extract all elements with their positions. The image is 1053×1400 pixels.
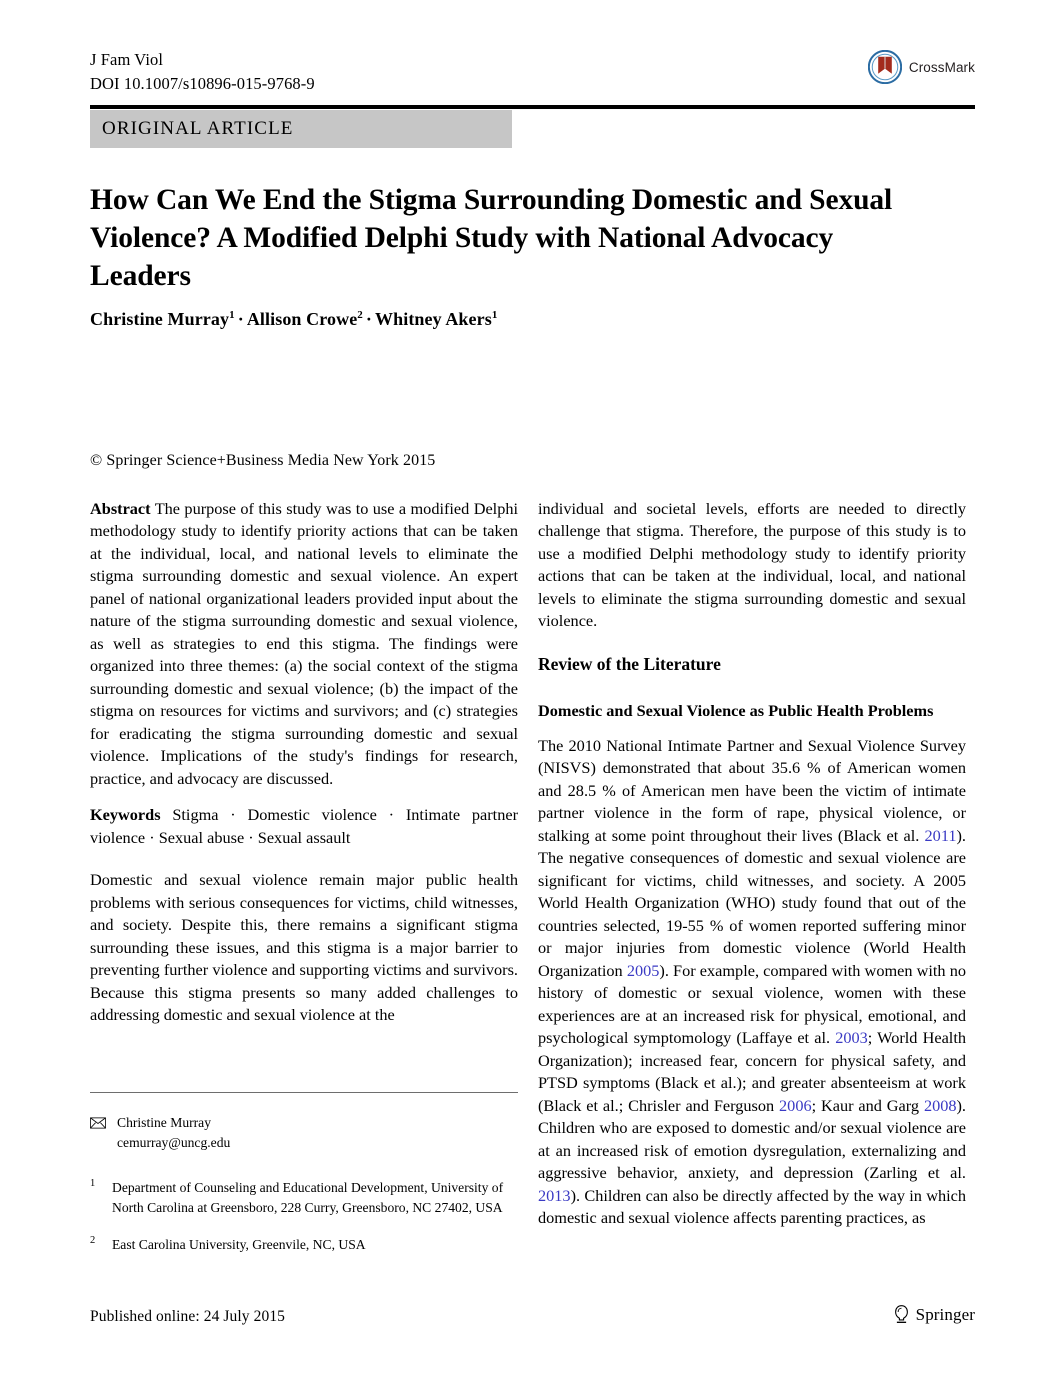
crossmark-label: CrossMark xyxy=(908,59,975,75)
citation-link[interactable]: 2013 xyxy=(538,1185,571,1205)
abstract-label: Abstract xyxy=(90,499,151,518)
springer-wordmark: Springer xyxy=(915,1304,975,1324)
copyright-line: © Springer Science+Business Media New York 2015 xyxy=(90,452,436,469)
author-separator: · xyxy=(365,309,373,329)
citation-link[interactable]: 2006 xyxy=(779,1095,812,1115)
keywords-paragraph xyxy=(90,804,518,849)
citation-link[interactable]: 2008 xyxy=(923,1095,957,1115)
affiliation-text: East Carolina University, Greenvile, NC, USA xyxy=(112,1236,366,1252)
body-paragraph xyxy=(538,735,966,1230)
corresponding-author-row xyxy=(90,1113,530,1152)
keyword-separator: · xyxy=(248,827,254,847)
left-column xyxy=(90,498,518,1041)
keyword-separator: · xyxy=(149,827,155,847)
abstract-paragraph xyxy=(90,498,518,790)
published-online-date: Published online: 24 July 2015 xyxy=(90,1308,286,1325)
author-name: Christine Murray xyxy=(90,309,230,329)
article-type-label: ORIGINAL ARTICLE xyxy=(102,118,294,139)
keywords-label: Keywords xyxy=(90,805,161,825)
body-text-part: ; Kaur and Garg xyxy=(811,1095,924,1115)
affiliation-row xyxy=(90,1178,530,1217)
springer-branding xyxy=(893,1304,975,1325)
affiliation-marker: 1 xyxy=(90,1178,96,1190)
title-block xyxy=(90,182,920,295)
body-text-part: ). Children who are exposed to domestic and/or sexual violence are at an increased risk of emotion dysregulation, externalizing and aggressive behavior, anxiety, and depression (Zarling et al. xyxy=(538,1095,966,1183)
affiliation-row xyxy=(90,1235,530,1255)
author-affiliation-marker: 1 xyxy=(229,309,235,321)
crossmark-icon xyxy=(868,50,902,84)
author-entry[interactable] xyxy=(90,309,235,329)
body-text-part: ). Children can also be directly affected by the way in which domestic and sexual violence affects parenting practices, as xyxy=(538,1185,966,1227)
author-name: Whitney Akers xyxy=(375,309,492,329)
citation-link[interactable]: 2011 xyxy=(924,825,957,845)
article-type-banner xyxy=(90,110,512,148)
journal-name: J Fam Viol xyxy=(90,50,164,69)
citation-link[interactable]: 2005 xyxy=(626,960,660,980)
affiliation-text: Department of Counseling and Educational Development, University of North Carolina at Greensboro, 228 Curry, Greensboro, NC 27402, USA xyxy=(112,1180,504,1216)
author-separator: · xyxy=(237,309,244,329)
introduction-paragraph-right: individual and societal levels, efforts are needed to directly challenge that stigma. Therefore, the purpose of this study is to use a modified Delphi methodology study to identify priority actions that can be taken at the individual, local, and national levels to eliminate the stigma surrounding domestic and sexual violence. xyxy=(538,499,966,631)
subsection-heading-public-health: Domestic and Sexual Violence as Public Health Problems xyxy=(538,700,934,720)
keyword-item[interactable]: Stigma xyxy=(172,805,219,825)
keyword-item[interactable]: Sexual abuse xyxy=(158,827,245,847)
corresponding-author-email[interactable]: cemurray@uncg.edu xyxy=(117,1134,231,1150)
springer-logo-icon xyxy=(893,1304,910,1325)
footnotes-block xyxy=(90,1113,530,1272)
body-text-part: ). For example, compared with women with no history of domestic or sexual violence, women with these experiences are at an increased risk for physical, emotional, and psychological symptomology (Laffaye et al. xyxy=(538,960,966,1048)
crossmark-badge[interactable] xyxy=(868,50,975,84)
keyword-item[interactable]: Intimate partner violence xyxy=(90,805,518,847)
keyword-separator: · xyxy=(388,805,395,825)
author-affiliation-marker: 1 xyxy=(491,309,498,321)
body-text-part: ). The negative consequences of domestic and sexual violence are significant for victims, child witnesses, and society. A 2005 World Health Organization (WHO) study found that out of the countries selected, 19-55 % of women reported suffering minor or major injuries from domestic violence (World Health Organization xyxy=(538,825,966,980)
body-text-part: The 2010 National Intimate Partner and Sexual Violence Survey (NISVS) demonstrated that about 35.6 % of American women and 28.5 % of American men have been the victim of intimate partner violence in the form of rape, physical violence, or stalking at some point throughout their lives (Black et al. xyxy=(538,735,966,845)
corresponding-author-name: Christine Murray xyxy=(117,1115,212,1130)
author-name: Allison Crowe xyxy=(246,309,358,329)
citation-link[interactable]: 2003 xyxy=(835,1028,868,1048)
body-text-part: ; World Health Organization); increased fear, concern for physical safety, and PTSD symptoms (Black et al.); and greater absenteeism at work (Black et al.; Chrisler and Ferguson xyxy=(538,1028,966,1115)
doi-line: DOI 10.1007/s10896-015-9768-9 xyxy=(90,73,315,93)
footnote-divider xyxy=(90,1092,518,1093)
author-entry[interactable] xyxy=(247,309,363,329)
corresponding-author-text xyxy=(117,1113,530,1152)
keyword-item[interactable]: Domestic violence xyxy=(247,805,377,825)
masthead xyxy=(90,48,690,96)
keyword-separator: · xyxy=(230,805,236,825)
page-title: How Can We End the Stigma Surrounding Domestic and Sexual Violence? A Modified Delphi Study with National Advocacy Leaders xyxy=(90,184,893,292)
envelope-icon xyxy=(90,1117,106,1129)
abstract-text: The purpose of this study was to use a modified Delphi methodology study to identify priority actions that can be taken at the individual, local, and national levels to eliminate the stigma surrounding domestic and sexual violence. An expert panel of national organizational leaders provided input about the nature of the stigma surrounding domestic and sexual violence, as well as strategies to end this stigma. The findings were organized into three themes: (a) the social context of the stigma surrounding domestic and sexual violence; (b) the impact of the stigma on resources for victims and survivors; and (c) strategies for eradicating the stigma surrounding domestic and sexual violence. Implications of the study's findings for research, practice, and advocacy are discussed. xyxy=(90,499,519,788)
keyword-item[interactable]: Sexual assault xyxy=(257,827,351,847)
section-heading-review: Review of the Literature xyxy=(538,653,721,674)
header-divider xyxy=(90,105,975,109)
author-entry[interactable] xyxy=(375,309,497,329)
affiliation-marker: 2 xyxy=(90,1234,96,1246)
right-column xyxy=(538,498,966,1243)
author-affiliation-marker: 2 xyxy=(357,309,363,321)
authors-line xyxy=(90,309,920,330)
introduction-paragraph-left: Domestic and sexual violence remain major public health problems with serious consequences for victims, child witnesses, and society. Despite this, there remains a significant stigma surrounding these issues, and this stigma is a major barrier to preventing further violence and supporting victims and survivors. Because this stigma presents so many added challenges to addressing domestic and sexual violence at the xyxy=(90,870,518,1025)
